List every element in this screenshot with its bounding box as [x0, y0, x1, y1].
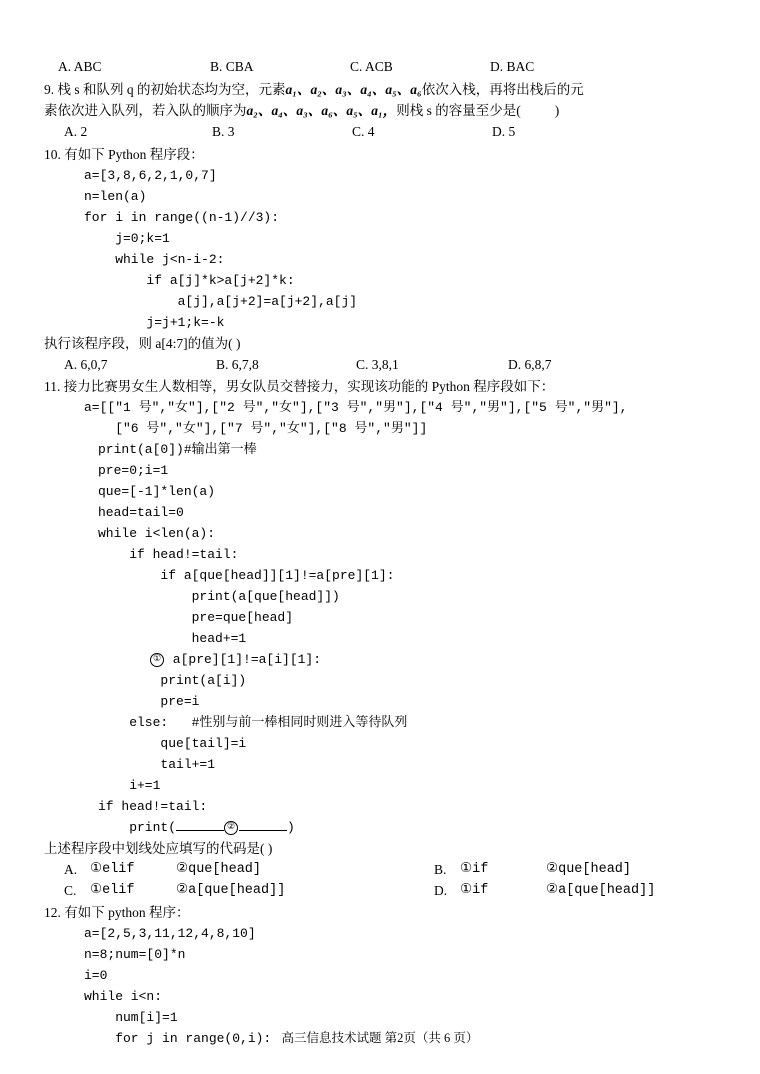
- q11-blank-line-1-rest: a[pre][1]!=a[i][1]:: [165, 652, 322, 667]
- q11-opt-a-label: A.: [64, 862, 78, 877]
- q11-code2-line-3: else: #性别与前一棒相同时则进入等待队列: [98, 715, 408, 730]
- q12-code-line-1: a=[2,5,3,11,12,4,8,10]: [84, 926, 256, 941]
- q11-code-line-4: head=tail=0: [98, 505, 184, 520]
- q10-code-block: [84, 165, 706, 333]
- q11-blank-line-1: [98, 649, 706, 670]
- q11-opt-c-c1[interactable]: ①elif: [90, 883, 135, 898]
- q9-options-row: [64, 121, 706, 142]
- q11-opt-b-c2[interactable]: ②que[head]: [546, 862, 632, 877]
- q12-code-line-4: while i<n:: [84, 989, 163, 1004]
- q11-options-row-1: [64, 859, 706, 880]
- q9-text-3: 素依次进入队列，若入队的顺序为: [44, 103, 247, 118]
- q10-option-b[interactable]: B. 6,7,8: [216, 357, 259, 372]
- q11-code-head-line-1: a=[["1 号","女"],["2 号","女"],["3 号","男"],["4 号","男"],["5 号","男"],: [84, 400, 628, 415]
- q12-code-line-3: i=0: [84, 968, 108, 983]
- q8-option-d[interactable]: D. BAC: [490, 59, 535, 74]
- q10-code-line-6: if a[j]*k>a[j+2]*k:: [84, 273, 295, 288]
- q11-opt-a-c2[interactable]: ②que[head]: [176, 862, 262, 877]
- q11-code-line-7: if a[que[head]][1]!=a[pre][1]:: [98, 568, 395, 583]
- q11-code-line-10: head+=1: [98, 631, 247, 646]
- q9-text-1: 9. 栈 s 和队列 q 的初始状态均为空，元素: [44, 82, 286, 97]
- q11-code-line-1: print(a[0])#输出第一棒: [98, 442, 257, 457]
- q11-code-head: [84, 397, 706, 439]
- q11-print-prefix: print(: [98, 820, 177, 835]
- q8-option-b[interactable]: B. CBA: [210, 59, 254, 74]
- q10-code-line-8: j=j+1;k=-k: [84, 315, 225, 330]
- q10-option-a[interactable]: A. 6,0,7: [64, 357, 108, 372]
- q11-opt-d-c1[interactable]: ①if: [460, 883, 489, 898]
- q11-code-body-2: [98, 670, 706, 817]
- q10-code-line-2: n=len(a): [84, 189, 147, 204]
- q11-code2-line-5: tail+=1: [98, 757, 216, 772]
- q9-text-2: 依次入栈，再将出栈后的元: [421, 82, 584, 97]
- q11-code2-line-6: i+=1: [98, 778, 161, 793]
- q11-code2-line-4: que[tail]=i: [98, 736, 247, 751]
- q11-code2-line-2: pre=i: [98, 694, 200, 709]
- q12-code-line-5: num[i]=1: [84, 1010, 178, 1025]
- q10-option-d[interactable]: D. 6,8,7: [508, 357, 552, 372]
- q9-option-b[interactable]: B. 3: [212, 124, 235, 139]
- q8-option-c[interactable]: C. ACB: [350, 59, 393, 74]
- q9-option-c[interactable]: C. 4: [352, 124, 375, 139]
- q9-elements-2: a₂、a₄、a₃、a₆、a₅、a₁，: [246, 103, 397, 118]
- q11-code2-line-1: print(a[i]): [98, 673, 247, 688]
- page-footer: 高三信息技术试题 第2页（共 6 页）: [281, 1031, 479, 1045]
- q11-code-line-5: while i<len(a):: [98, 526, 216, 541]
- answer-blank-left[interactable]: [176, 817, 224, 831]
- q11-opt-c-label: C.: [64, 883, 77, 898]
- q9-stem-line1: [44, 79, 706, 100]
- q10-options-row: [64, 354, 706, 375]
- q9-text-4: 则栈 s 的容量至少是(: [396, 103, 521, 118]
- q11-code-line-2: pre=0;i=1: [98, 463, 169, 478]
- q10-code-line-5: while j<n-i-2:: [84, 252, 225, 267]
- q11-code-line-3: que=[-1]*len(a): [98, 484, 216, 499]
- q11-title: 11. 接力比赛男女生人数相等，男女队员交替接力，实现该功能的 Python 程序段如下：: [44, 379, 555, 394]
- q10-title: 10. 有如下 Python 程序段：: [44, 147, 204, 162]
- q12-code-line-2: n=8;num=[0]*n: [84, 947, 186, 962]
- answer-blank-right[interactable]: [239, 817, 287, 831]
- q10-option-c[interactable]: C. 3,8,1: [356, 357, 399, 372]
- q9-text-5: ): [554, 103, 560, 118]
- q11-print-suffix: ): [287, 820, 295, 835]
- q11-code-head-line-2: ["6 号","女"],["7 号","女"],["8 号","男"]]: [84, 421, 428, 436]
- q9-option-a[interactable]: A. 2: [64, 124, 88, 139]
- q10-code-line-7: a[j],a[j+2]=a[j+2],a[j]: [84, 294, 358, 309]
- q11-opt-a-c1[interactable]: ①elif: [90, 862, 135, 877]
- q11-opt-b-c1[interactable]: ①if: [460, 862, 489, 877]
- q9-stem-line2: [44, 100, 706, 121]
- q11-code2-line-7: if head!=tail:: [98, 799, 208, 814]
- q11-code-line-8: print(a[que[head]]): [98, 589, 340, 604]
- blank-marker-2-icon: ②: [224, 821, 238, 835]
- q11-code-line-9: pre=que[head]: [98, 610, 294, 625]
- q10-code-line-1: a=[3,8,6,2,1,0,7]: [84, 168, 217, 183]
- q12-title: 12. 有如下 python 程序：: [44, 905, 190, 920]
- q9-elements-1: a₁、a₂、a₃、a₄、a₅、a₆: [285, 82, 422, 97]
- q11-code-line-6: if head!=tail:: [98, 547, 239, 562]
- q12-code-line-6: for j in range(0,i):: [84, 1031, 272, 1046]
- q11-opt-d-label: D.: [434, 883, 448, 898]
- q10-code-line-3: for i in range((n-1)//3):: [84, 210, 280, 225]
- q9-option-d[interactable]: D. 5: [492, 124, 516, 139]
- page-content: [44, 56, 706, 1049]
- q10-code-line-4: j=0;k=1: [84, 231, 170, 246]
- q11-code-body: [98, 439, 706, 649]
- q11-blank-line-2: [98, 817, 706, 838]
- q11-options-row-2: [64, 880, 706, 901]
- q11-opt-c-c2[interactable]: ②a[que[head]]: [176, 883, 286, 898]
- q8-option-a[interactable]: A. ABC: [58, 59, 102, 74]
- q10-question: 执行该程序段，则 a[4:7]的值为( ): [44, 336, 241, 351]
- blank-marker-1-icon: ①: [150, 653, 164, 667]
- q11-question: 上述程序段中划线处应填写的代码是( ): [44, 841, 273, 856]
- q8-options-row: [58, 56, 706, 77]
- q11-opt-b-label: B.: [434, 862, 447, 877]
- q11-opt-d-c2[interactable]: ②a[que[head]]: [546, 883, 656, 898]
